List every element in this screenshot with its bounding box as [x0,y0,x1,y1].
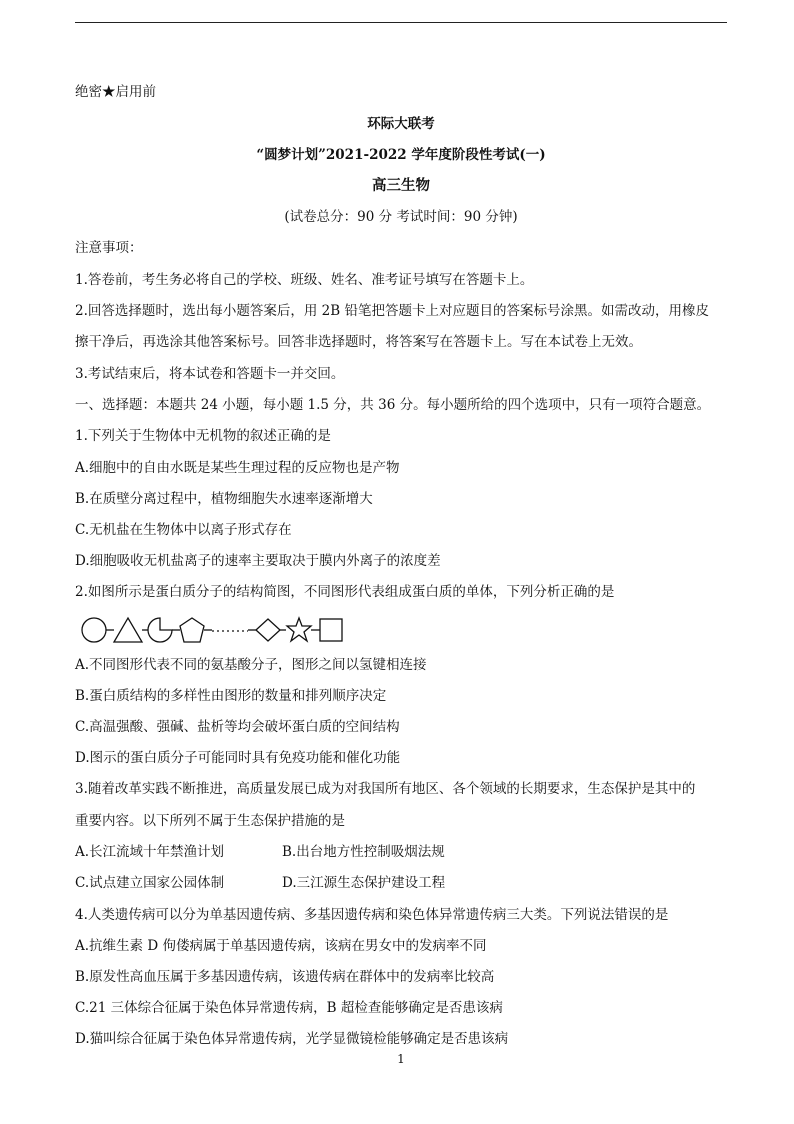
page-number: 1 [397,1052,405,1066]
q3-option-d: D.三江源生态保护建设工程 [282,875,446,891]
header-rule [75,22,727,23]
q2-option-c: C.高温强酸、强碱、盐析等均会破坏蛋白质的空间结构 [75,719,400,735]
q4-stem: 4.人类遗传病可以分为单基因遗传病、多基因遗传病和染色体异常遗传病三大类。下列说法错误的是 [75,907,669,923]
protein-structure-diagram [80,615,380,645]
pacman-monomer [148,618,172,642]
triangle-monomer [114,618,142,642]
subject-title: 高三生物 [372,177,430,194]
circle-monomer [82,618,106,642]
q2-option-d: D.图示的蛋白质分子可能同时具有免疫功能和催化功能 [75,750,401,766]
notes-item-2-cont: 擦干净后，再选涂其他答案标号。回答非选择题时，将答案写在答题卡上。写在本试卷上无效。 [75,334,642,350]
notes-item-3: 3.考试结束后，将本试卷和答题卡一并交回。 [75,366,345,382]
q4-option-d: D.猫叫综合征属于染色体异常遗传病，光学显微镜检能够确定是否患该病 [75,1031,509,1047]
organization-title: 环际大联考 [367,116,435,132]
notes-item-2: 2.回答选择题时，选出每小题答案后，用 2B 铅笔把答题卡上对应题目的答案标号涂黑。如需改动，用橡皮 [75,303,709,319]
q1-option-b: B.在质壁分离过程中，植物细胞失水速率逐渐增大 [75,491,373,507]
q4-option-b: B.原发性高血压属于多基因遗传病，该遗传病在群体中的发病率比较高 [75,969,495,985]
exam-meta: (试卷总分：90 分 考试时间：90 分钟) [284,209,518,225]
section-1-heading: 一、选择题：本题共 24 小题，每小题 1.5 分，共 36 分。每小题所给的四个选项中，只有一项符合题意。 [75,397,711,413]
star-monomer [287,618,311,641]
notes-item-1: 1.答卷前，考生务必将自己的学校、班级、姓名、准考证号填写在答题卡上。 [75,272,534,288]
q3-option-b: B.出台地方性控制吸烟法规 [282,844,445,860]
q4-option-c: C.21 三体综合征属于染色体异常遗传病，B 超检查能够确定是否患该病 [75,1000,503,1016]
q1-option-d: D.细胞吸收无机盐离子的速率主要取决于膜内外离子的浓度差 [75,553,441,569]
square-monomer [320,619,342,641]
diamond-monomer [256,619,280,641]
exam-title: “圆梦计划”2021-2022 学年度阶段性考试(一) [256,147,546,163]
q3-stem: 3.随着改革实践不断推进，高质量发展已成为对我国所有地区、各个领域的长期要求，生态保护是其中的 [75,781,696,797]
q3-option-c: C.试点建立国家公园体制 [75,875,225,891]
q1-option-c: C.无机盐在生物体中以离子形式存在 [75,522,292,538]
q3-option-a: A.长江流域十年禁渔计划 [75,844,225,860]
pentagon-monomer [180,618,204,642]
q2-option-a: A.不同图形代表不同的氨基酸分子，图形之间以氢键相连接 [75,657,427,673]
confidential-label: 绝密★启用前 [75,84,156,100]
q4-option-a: A.抗维生素 D 佝偻病属于单基因遗传病，该病在男女中的发病率不同 [75,938,487,954]
q2-stem: 2.如图所示是蛋白质分子的结构简图，不同图形代表组成蛋白质的单体，下列分析正确的是 [75,584,615,600]
notes-heading: 注意事项： [75,240,143,256]
q3-stem-cont: 重要内容。以下所列不属于生态保护措施的是 [75,813,345,829]
q1-stem: 1.下列关于生物体中无机物的叙述正确的是 [75,428,331,444]
q1-option-a: A.细胞中的自由水既是某些生理过程的反应物也是产物 [75,460,400,476]
q2-option-b: B.蛋白质结构的多样性由图形的数量和排列顺序决定 [75,688,387,704]
